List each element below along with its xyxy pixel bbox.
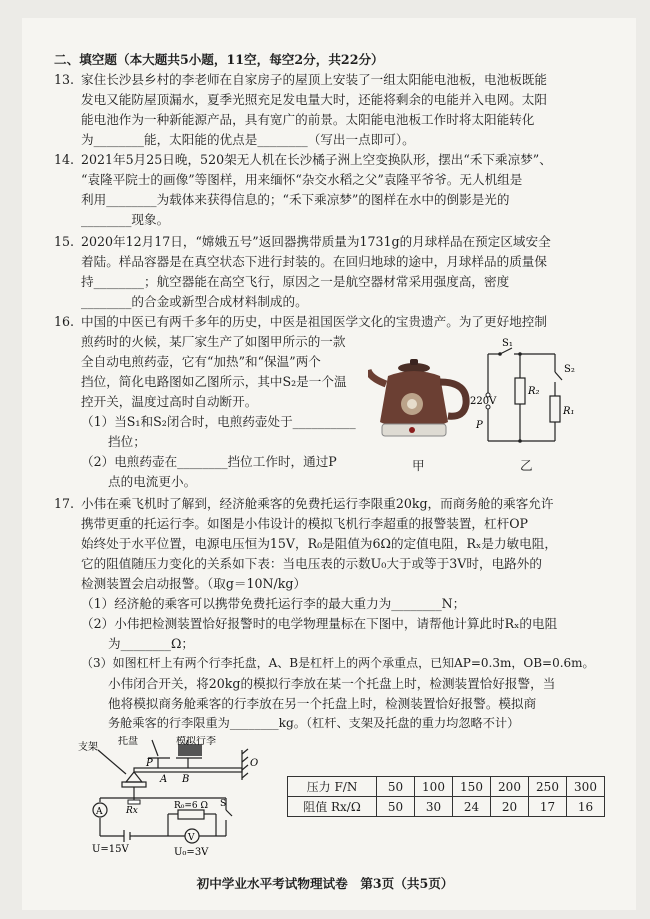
q17-subq3-cont: 小伟闭合开关，将20kg的模拟行李放在某一个托盘上时，检测装置恰好报警，当 <box>108 676 556 691</box>
kettle-figure <box>368 352 480 452</box>
circuit-r2-label: R₂ <box>528 386 540 397</box>
circuit-r1-label: R₁ <box>563 406 575 417</box>
table-cell: 24 <box>453 797 491 817</box>
table-cell: 50 <box>377 777 415 797</box>
table-cell: 250 <box>529 777 567 797</box>
switch-s-label: S <box>220 799 227 809</box>
q16-line: 煎药时的火候，某厂家生产了如图甲所示的一款 <box>81 334 346 349</box>
table-header: 阻值 Rx/Ω <box>288 797 377 817</box>
q14-line: 2021年5月25日晚，520架无人机在长沙橘子洲上空变换队形，摆出“禾下乘凉梦”、 <box>81 152 552 167</box>
r0-label: R₀=6 Ω <box>174 801 208 811</box>
q16-subq1: （1）当S₁和S₂闭合时，电煎药壶处于__________ <box>81 414 356 429</box>
q15-line: ________的合金或新型合成材料制成的。 <box>81 294 308 309</box>
section-title: 二、填空题 <box>54 52 117 67</box>
table-cell: 17 <box>529 797 567 817</box>
table-cell: 30 <box>415 797 453 817</box>
q17-line: 它的阻值随压力变化的关系如下表：当电压表的示数U₀大于或等于3V时，电路外的 <box>81 556 542 571</box>
page-footer: 初中学业水平考试物理试卷 第3页（共5页） <box>196 876 454 891</box>
q13-line: 能电池作为一种新能源产品，具有宽广的前景。太阳能电池板工作时将太阳能转化 <box>81 112 535 127</box>
q17-line: 始终处于水平位置，电源电压恒为15V，R₀是阻值为6Ω的定值电阻，Rₓ是力敏电阻， <box>81 536 557 551</box>
table-cell: 16 <box>567 797 605 817</box>
q17-subq3-cont: 他将模拟商务舱乘客的行李放在另一个托盘上时，检测装置恰好报警。模拟商 <box>108 696 537 711</box>
figure-label-yi: 乙 <box>520 458 533 473</box>
q16-subq2: （2）电煎药壶在________挡位工作时，通过P <box>81 454 337 469</box>
lever-a-label: A <box>160 774 168 785</box>
table-header: 压力 F/N <box>288 777 377 797</box>
table-cell: 200 <box>491 777 529 797</box>
table-cell: 20 <box>491 797 529 817</box>
q16-subq2-cont: 点的电流更小。 <box>108 474 197 489</box>
table-cell: 150 <box>453 777 491 797</box>
table-row <box>288 797 605 817</box>
voltmeter-label: V <box>188 833 195 843</box>
q13-number: 13. <box>54 72 75 87</box>
q17-subq2: （2）小伟把检测装置恰好报警时的电学物理量标在下图中，请帮他计算此时Rₓ的电阻 <box>81 616 558 631</box>
circuit-figure-yi <box>470 336 590 456</box>
q17-subq1: （1）经济舱的乘客可以携带免费托运行李的最大重力为________N； <box>81 596 466 611</box>
q16-line: 挡位，简化电路图如乙图所示，其中S₂是一个温 <box>81 374 347 389</box>
figure-label-jia: 甲 <box>412 458 425 473</box>
q14-line: ________现象。 <box>81 212 170 227</box>
lever-alarm-figure <box>78 736 268 860</box>
q16-line: 全自动电煎药壶，它有“加热”和“保温”两个 <box>81 354 321 369</box>
q16-subq1-cont: 挡位； <box>108 434 146 449</box>
lever-o-label: O <box>250 758 259 769</box>
q13-line: 发电又能防屋顶漏水，夏季光照充足发电量大时，还能将剩余的电能并入电网。太阳 <box>81 92 547 107</box>
q17-line: 小伟在乘飞机时了解到，经济舱乘客的免费托运行李限重20kg，而商务舱的乘客允许 <box>81 496 554 511</box>
q17-subq2-cont: 为________Ω； <box>108 636 195 651</box>
q17-number: 17. <box>54 496 75 511</box>
support-label: 支架 <box>78 742 98 753</box>
q17-subq3: （3）如图杠杆上有两个行李托盘，A、B是杠杆上的两个承重点，已知AP=0.3m，OB=0.6m。 <box>81 656 595 670</box>
section-header <box>54 52 384 67</box>
section-note: （本大题共5小题，11空，每空2分，共22分） <box>116 52 384 67</box>
lever-b-label: B <box>182 774 190 785</box>
q14-number: 14. <box>54 152 75 167</box>
lever-p-label: P <box>146 758 153 769</box>
circuit-s2-label: S₂ <box>564 364 575 375</box>
table-cell: 50 <box>377 797 415 817</box>
circuit-s1-label: S₁ <box>502 338 513 349</box>
q16-number: 16. <box>54 314 75 329</box>
q15-line: 持________；航空器能在高空飞行，原因之一是航空器材常采用强度高，密度 <box>81 274 510 289</box>
ammeter-label: A <box>96 807 103 817</box>
luggage-label: 模拟行李 <box>176 736 216 747</box>
table-cell: 100 <box>415 777 453 797</box>
q14-line: “袁隆平院士的画像”等图样，用来缅怀“杂交水稻之父”袁隆平爷爷。无人机组是 <box>81 172 523 187</box>
force-resistance-table <box>287 776 605 817</box>
q15-line: 着陆。样品容器是在真空状态下进行封装的。在回归地球的途中，月球样品的质量保 <box>81 254 547 269</box>
tray-label: 托盘 <box>118 736 138 747</box>
q17-line: 检测装置会启动报警。（取g＝10N/kg） <box>81 576 307 591</box>
q13-line: 为________能，太阳能的优点是________（写出一点即可）。 <box>81 132 415 147</box>
q13-line: 家住长沙县乡村的李老师在自家房子的屋顶上安装了一组太阳能电池板，电池板既能 <box>81 72 547 87</box>
q15-number: 15. <box>54 234 75 249</box>
u0-label: U₀=3V <box>174 847 209 858</box>
q17-line: 携带更重的托运行李。如图是小伟设计的模拟飞机行李超重的报警装置，杠杆OP <box>81 516 528 531</box>
table-cell: 300 <box>567 777 605 797</box>
circuit-voltage-label: 220V <box>470 396 497 407</box>
circuit-p-label: P <box>476 420 483 431</box>
q16-line: 控开关，温度过高时自动断开。 <box>81 394 258 409</box>
source-voltage-label: U=15V <box>92 844 129 855</box>
q16-line: 中国的中医已有两千多年的历史，中医是祖国医学文化的宝贵遗产。为了更好地控制 <box>81 314 547 329</box>
q15-line: 2020年12月17日，“嫦娥五号”返回器携带质量为1731g的月球样品在预定区域安全 <box>81 234 551 249</box>
table-row <box>288 777 605 797</box>
q14-line: 利用________为载体来获得信息的；“禾下乘凉梦”的图样在水中的倒影是光的 <box>81 192 510 207</box>
q17-subq3-cont: 务舱乘客的行李限重为________kg。（杠杆、支架及托盘的重力均忽略不计） <box>108 716 520 730</box>
rx-label: Rx <box>126 806 138 816</box>
